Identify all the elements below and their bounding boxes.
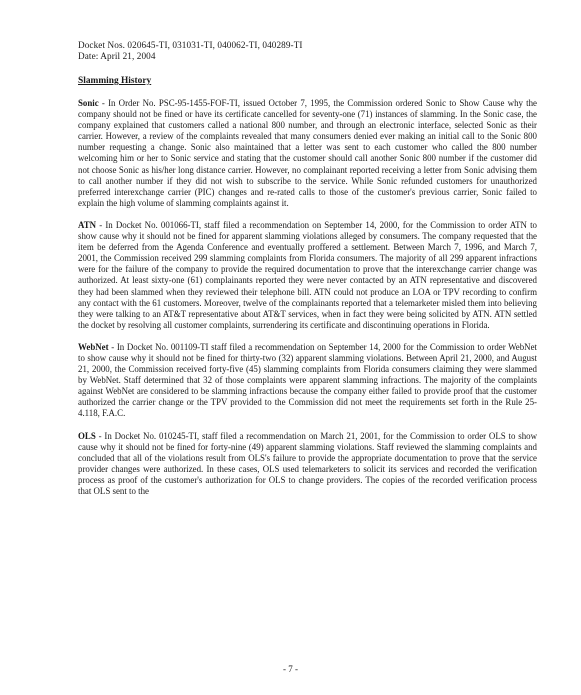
paragraph-ols — [78, 431, 537, 498]
paragraph-atn — [78, 220, 537, 331]
paragraph-lead: ATN — [78, 219, 97, 230]
paragraph-lead: OLS — [78, 430, 96, 441]
paragraph-lead: Sonic — [78, 98, 99, 108]
page-number: - 7 - — [283, 664, 298, 674]
paragraph-text: - In Order No. PSC-95-1455-FOF-TI, issued October 7, 1995, the Commission ordered Sonic to Show Cause why the company should not be fined or have its certificate cancelled for seventy-one (71) instances of slamming. In the Sonic case, the company explained that customers called a national 800 number, and through an electronic interface, selected Sonic as their carrier. However, a review of the complaints revealed that many consumers denied ever making an initial call to the Sonic 800 number requesting a change. Sonic also maintained that a letter was sent to each customer who called the 800 number welcoming him or her to Sonic service and stating that the customer should call another Sonic 800 number if the customer did not choose Sonic as his/her long distance carrier. However, no complainant reported receiving a letter from Sonic advising them to call another number if they did not wish to subscribe to the service. While Sonic refunded customers for unauthorized preferred interexchange carrier (PIC) changes and re-rated calls to those of the customer's previous carrier, Sonic failed to explain the high volume of slamming complaints against it. — [78, 98, 537, 208]
paragraph-text: - In Docket No. 001066-TI, staff filed a recommendation on September 14, 2000, for the Commission to order ATN to show cause why it should not be fined for apparent slamming violations alleged by consumers. The company requested that the item be deferred from the Agenda Conference and eventually proffered a settlement. Between March 7, 1996, and March 7, 2001, the Commission received 299 slamming complaints from Florida consumers. The majority of all 299 apparent infractions were for the failure of the company to provide the required documentation to prove that the interexchange carrier change was authorized. At least sixty-one (61) complainants reported they were never contacted by an ATN representative and discovered they had been slammed when they reviewed their telephone bill. ATN could not produce an LOA or TPV recording to confirm any contact with the 61 customers. Moreover, twelve of the complainants reported that a telemarketer misled them into believing they were talking to an AT&T representative about AT&T services, when in fact they were being solicited by ATN. ATN settled the docket by resolving all customer complaints, surrendering its certificate and discontinuing operations in Florida. — [78, 219, 537, 330]
docket-numbers: Docket Nos. 020645-TI, 031031-TI, 040062-TI, 040289-TI — [78, 40, 303, 50]
paragraph-lead: WebNet — [78, 341, 109, 352]
section-title: Slamming History — [78, 76, 152, 86]
paragraph-sonic — [78, 98, 537, 209]
paragraph-text: - In Docket No. 001109-TI staff filed a recommendation on September 14, 2000 for the Commission to order WebNet to show cause why it should not be fined for thirty-two (32) apparent slamming violations. Between April 21, 2000, and August 21, 2000, the Commission received forty-five (45) slamming complaints from Florida consumers claiming they were slammed by WebNet. Staff determined that 32 of those complaints were apparent slamming infractions. The majority of the complaints against WebNet are considered to be slamming infractions because the company either failed to provide proof that the customer authorized the carrier change or the TPV provided to the Commission did not meet the requirements set forth in the Rule 25-4.118, F.A.C. — [78, 341, 537, 419]
document-date: Date: April 21, 2004 — [78, 51, 156, 61]
paragraph-text: - In Docket No. 010245-TI, staff filed a recommendation on March 21, 2001, for the Commission to order OLS to show cause why it should not be fined for forty-nine (49) apparent slamming violations. Staff reviewed the slamming complaints and concluded that all of the violations result from OLS's failure to provide the appropriate documentation to prove that the service provider changes were authorized. In these cases, OLS used telemarketers to solicit its services and recorded the verification process as proof of the customer's authorization for OLS to change providers. The copies of the recorded verification process that OLS sent to the — [78, 430, 537, 496]
paragraph-webnet — [78, 342, 537, 420]
